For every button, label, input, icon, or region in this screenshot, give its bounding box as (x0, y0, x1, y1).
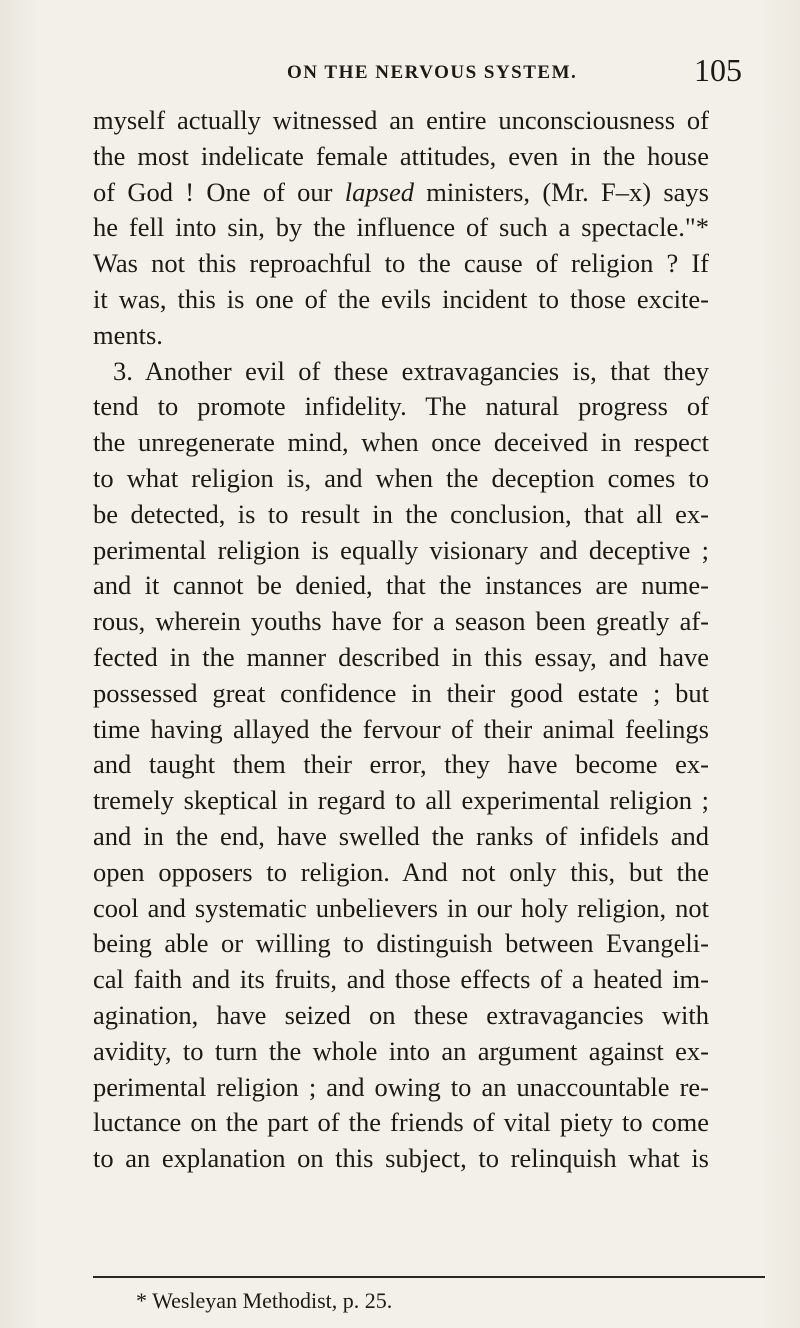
text-line: the unregenerate mind, when once deceived in respect (93, 427, 709, 458)
text-line: open opposers to religion. And not only this, but the (93, 856, 709, 887)
text-line: the most indelicate female attitudes, even in the house (93, 140, 709, 171)
text-line: perimental religion ; and owing to an unaccountable re- (93, 1071, 709, 1102)
text-line: and taught them their error, they have become ex- (93, 749, 709, 780)
text-line: cool and systematic unbelievers in our holy religion, not (93, 892, 709, 923)
paragraph-start-line: 3. Another evil of these extravagancies is, that they (113, 355, 709, 386)
body-text (93, 103, 709, 1177)
text-line: possessed great confidence in their good estate ; but (93, 677, 709, 708)
text-line: tend to promote infidelity. The natural progress of (93, 391, 709, 422)
text-line: agination, have seized on these extravagancies with (93, 999, 709, 1030)
text-line: Was not this reproachful to the cause of religion ? If (93, 248, 709, 279)
text-line: tremely skeptical in regard to all experimental religion ; (93, 785, 709, 816)
text-line: perimental religion is equally visionary and deceptive ; (93, 534, 709, 565)
text-line: fected in the manner described in this essay, and have (93, 641, 709, 672)
text-line: be detected, is to result in the conclusion, that all ex- (93, 498, 709, 529)
text-line: luctance on the part of the friends of vital piety to come (93, 1107, 709, 1138)
text-line: myself actually witnessed an entire unconsciousness of (93, 105, 709, 135)
text-line: time having allayed the fervour of their animal feelings (93, 713, 709, 744)
text-line: cal faith and its fruits, and those effects of a heated im- (93, 964, 709, 995)
text-line: it was, this is one of the evils incident to those excite- (93, 283, 709, 314)
text-line: and in the end, have swelled the ranks of infidels and (93, 820, 709, 851)
page-number: 105 (694, 52, 742, 88)
emphasized-word: lapsed (344, 176, 414, 207)
text-line: to an explanation on this subject, to relinquish what is (93, 1143, 709, 1174)
footnote: * Wesleyan Methodist, p. 25. (136, 1288, 393, 1313)
text-line: and it cannot be denied, that the instances are nume- (93, 570, 709, 601)
footnote-divider (93, 1276, 765, 1278)
text-line: rous, wherein youths have for a season been greatly af- (93, 606, 709, 637)
text-line: avidity, to turn the whole into an argument against ex- (93, 1035, 709, 1066)
text-line: being able or willing to distinguish between Evangeli- (93, 928, 709, 959)
text-line: ments. (93, 319, 163, 350)
text-line: to what religion is, and when the deception comes to (93, 462, 709, 493)
text-line: he fell into sin, by the influence of such a spectacle."* (93, 212, 709, 243)
running-title: ON THE NERVOUS SYSTEM. (287, 62, 578, 83)
text-line-with-emphasis: of God ! One of our lapsed ministers, (Mr. F–x) says (93, 176, 709, 207)
